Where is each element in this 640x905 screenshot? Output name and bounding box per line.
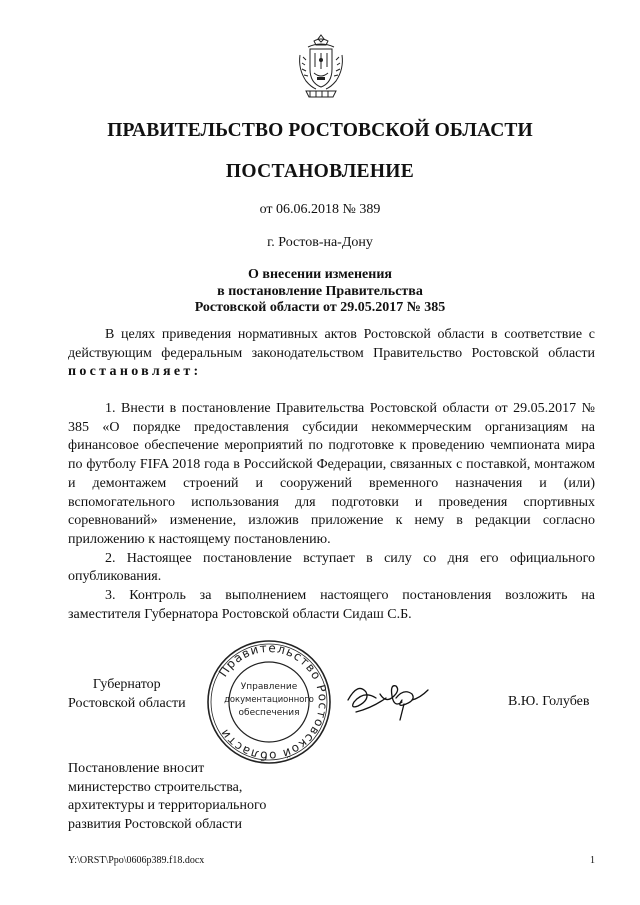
stamp-center-line: Управление [240, 682, 298, 692]
page-number: 1 [590, 855, 595, 866]
document-city: г. Ростов-на-Дону [267, 235, 373, 250]
subject-line: в постановление Правительства [217, 283, 423, 299]
subject-line: О внесении изменения [248, 267, 392, 282]
preamble [68, 326, 595, 382]
signer-title-line: Губернатор [92, 677, 161, 692]
document-type: ПОСТАНОВЛЕНИЕ [225, 161, 415, 182]
document-subject [0, 267, 640, 317]
stamp-ring-text: Правительство Ростовской области [215, 640, 331, 764]
resolution-item-1: 1. Внести в постановление Правительства Ростовской области от 29.05.2017 № 385 «О порядке предоставления субсидии некоммерческим организациям на финансовое обеспечение мероприятий по подготовке к проведению чемпионата мира по футболу FIFA 2018 года в Российской Федерации, связанных с поставкой, монтажом и демонтажем строений и сооружений временного назначения и (или) вспомогательного использования для подготовки и проведения спортивных соревнований» изменение, изложив приложение к нему в редакции согласно приложению к настоящему постановлению. [68, 401, 595, 547]
coat-of-arms-icon [296, 33, 346, 101]
submitter-block [68, 760, 266, 835]
signature-icon [342, 676, 434, 724]
resolves-keyword: постановляет: [68, 364, 202, 380]
signer-name: В.Ю. Голубев [508, 694, 590, 709]
official-stamp-icon [206, 639, 332, 765]
government-title: ПРАВИТЕЛЬСТВО РОСТОВСКОЙ ОБЛАСТИ [107, 120, 533, 141]
resolution-item-2: 2. Настоящее постановление вступает в силу со дня его официального опубликования. [68, 550, 595, 585]
submitter-line: министерство строительства, [68, 779, 243, 795]
signer-title [68, 676, 186, 713]
subject-line: Ростовской области от 29.05.2017 № 385 [194, 300, 446, 315]
document-date-number: от 06.06.2018 № 389 [259, 202, 381, 217]
resolution-items [68, 400, 595, 624]
stamp-center-line: документационного [224, 694, 314, 704]
submitter-line: Постановление вносит [68, 761, 205, 776]
preamble-paragraph [68, 326, 595, 382]
signer-title-line: Ростовской области [68, 695, 186, 711]
submitter-line: архитектуры и территориального [68, 798, 267, 814]
preamble-text: В целях приведения нормативных актов Ростовской области в соответствие с действующим федеральным законодательством Правительство Ростовской области [68, 327, 595, 361]
stamp-center-line: обеспечения [238, 708, 300, 718]
submitter-line: развития Ростовской области [68, 817, 242, 833]
footer-file-path: Y:\ORST\Ppo\0606p389.f18.docx [68, 855, 205, 866]
resolution-item-3: 3. Контроль за выполнением настоящего постановления возложить на заместителя Губернатора Ростовской области Сидаш С.Б. [68, 588, 595, 622]
